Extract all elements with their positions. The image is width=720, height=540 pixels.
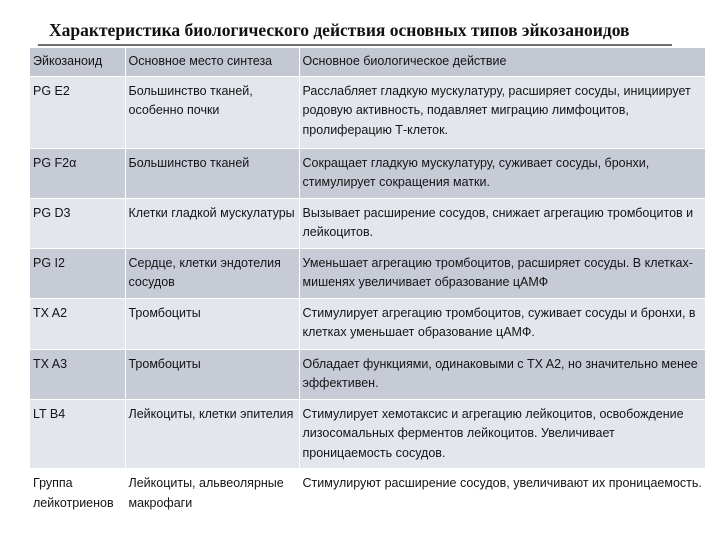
cell-synthesis-site: Большинство тканей, особенно почки (125, 76, 299, 148)
cell-eicosanoid: PG F2α (30, 148, 125, 198)
cell-eicosanoid: TX A2 (30, 298, 125, 349)
cell-synthesis-site: Клетки гладкой мускулатуры (125, 198, 299, 248)
table-row (30, 248, 705, 298)
cell-biological-action: Вызывает расширение сосудов, снижает агрегацию тромбоцитов и лейкоцитов. (299, 198, 705, 248)
cell-biological-action: Стимулирует агрегацию тромбоцитов, суживает сосуды и бронхи, в клетках уменьшает образование цАМФ. (299, 298, 705, 349)
table-row (30, 76, 705, 148)
cell-synthesis-site: Сердце, клетки эндотелия сосудов (125, 248, 299, 298)
cell-synthesis-site: Лейкоциты, альвеолярные макрофаги (125, 469, 299, 519)
cell-synthesis-site: Большинство тканей (125, 148, 299, 198)
cell-eicosanoid: LT B4 (30, 399, 125, 469)
table-row (30, 298, 705, 349)
cell-biological-action: Стимулирует хемотаксис и агрегацию лейкоцитов, освобождение лизосомальных ферментов лейкоцитов. Увеличивает проницаемость сосудов. (299, 399, 705, 469)
cell-eicosanoid: PG D3 (30, 198, 125, 248)
cell-biological-action: Сокращает гладкую мускулатуру, суживает сосуды, бронхи, стимулирует сокращения матки. (299, 148, 705, 198)
table-header-row (30, 48, 705, 76)
cell-eicosanoid: PG E2 (30, 76, 125, 148)
page-title: Характеристика биологического действия основных типов эйкозаноидов (49, 20, 630, 40)
cell-biological-action: Расслабляет гладкую мускулатуру, расширяет сосуды, инициирует родовую активность, подавляет миграцию лимфоцитов, пролиферацию Т-клеток. (299, 76, 705, 148)
eicosanoid-table (30, 48, 705, 518)
cell-eicosanoid: PG I2 (30, 248, 125, 298)
table-row (30, 198, 705, 248)
table-row (30, 148, 705, 198)
title-underline (38, 44, 672, 46)
cell-eicosanoid: TX A3 (30, 349, 125, 399)
cell-biological-action: Уменьшает агрегацию тромбоцитов, расширяет сосуды. В клетках-мишенях увеличивает образование цАМФ (299, 248, 705, 298)
cell-synthesis-site: Тромбоциты (125, 349, 299, 399)
cell-biological-action: Обладает функциями, одинаковыми с TX A2, но значительно менее эффективен. (299, 349, 705, 399)
header-cell-synthesis-site: Основное место синтеза (125, 48, 299, 76)
cell-synthesis-site: Лейкоциты, клетки эпителия (125, 399, 299, 469)
cell-biological-action: Стимулируют расширение сосудов, увеличивают их проницаемость. (299, 469, 705, 519)
table-row (30, 399, 705, 469)
cell-synthesis-site: Тромбоциты (125, 298, 299, 349)
table-row (30, 469, 705, 519)
cell-eicosanoid: Группа лейкотриенов (30, 469, 125, 519)
header-cell-biological-action: Основное биологическое действие (299, 48, 705, 76)
header-cell-eicosanoid: Эйкозаноид (30, 48, 125, 76)
table-row (30, 349, 705, 399)
